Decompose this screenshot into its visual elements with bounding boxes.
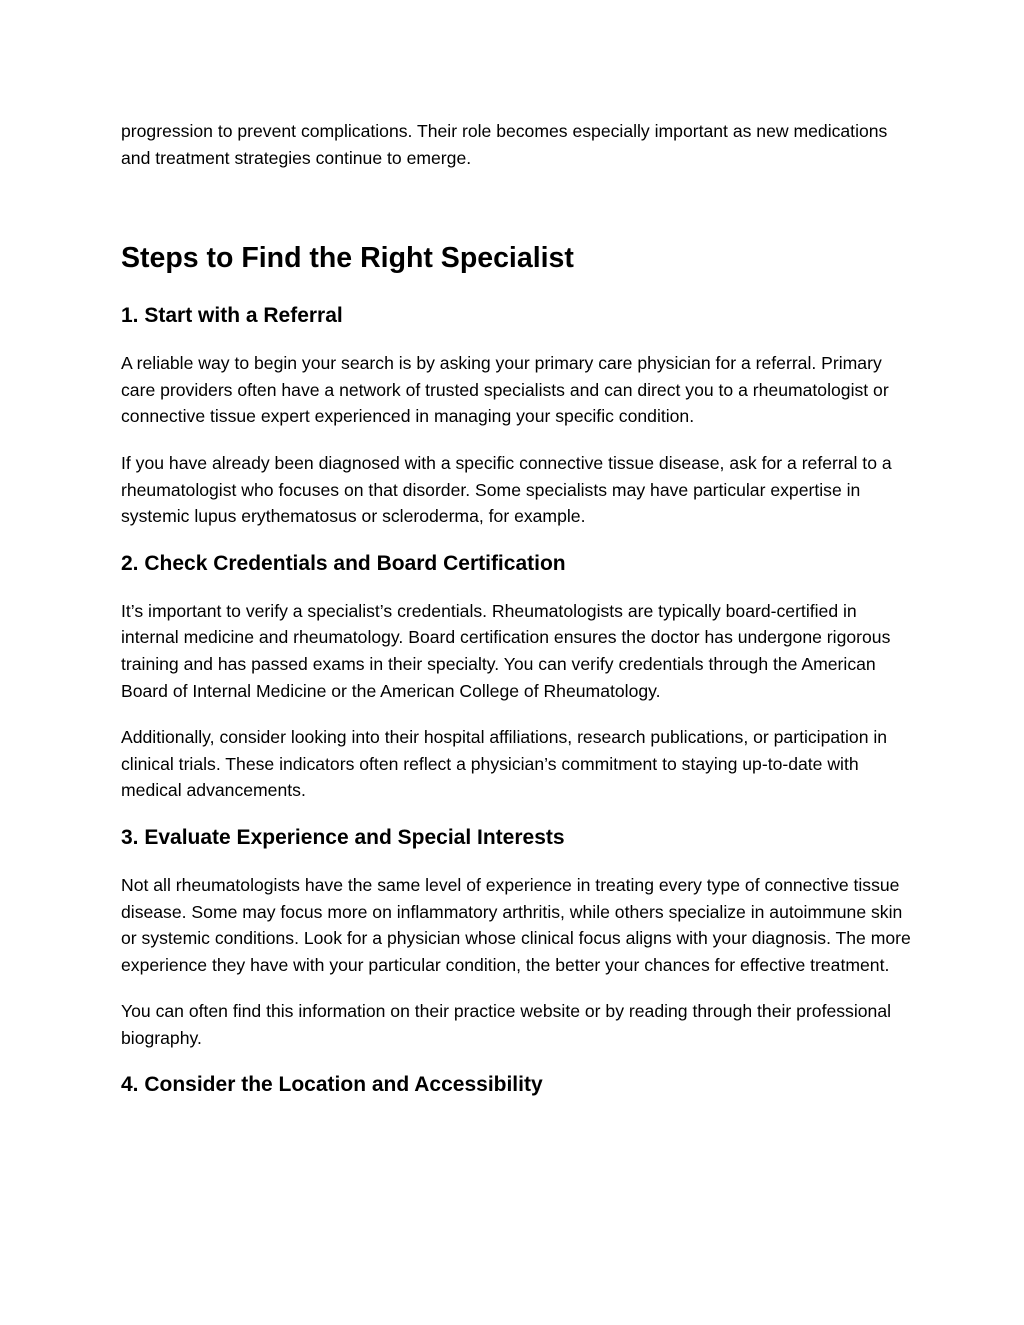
section-heading-credentials: 2. Check Credentials and Board Certification [121,551,566,575]
credentials-paragraph-1: It’s important to verify a specialist’s credentials. Rheumatologists are typically board-certified in internal medicine and rheumatology. Board certification ensures the doctor has undergone rigorous training and has passed exams in their specialty. You can verify credentials through the American Board of Internal Medicine or the American College of Rheumatology. [121,600,891,701]
main-heading: Steps to Find the Right Specialist [121,242,574,275]
referral-paragraph-1: A reliable way to begin your search is by asking your primary care physician for a referral. Primary care providers often have a network of trusted specialists and can direct you to a rheumatologist or connective tissue expert experienced in managing your specific condition. [121,353,889,427]
section-heading-location: 4. Consider the Location and Accessibility [121,1073,543,1097]
experience-paragraph-1: Not all rheumatologists have the same level of experience in treating every type of connective tissue disease. Some may focus more on inflammatory arthritis, while others specialize in autoimmune skin or systemic conditions. Look for a physician whose clinical focus aligns with your diagnosis. The more experience they have with your particular condition, the better your chances for effective treatment. [121,874,911,975]
experience-paragraph-2: You can often find this information on their practice website or by reading through their professional biography. [121,1001,892,1048]
section-heading-experience: 3. Evaluate Experience and Special Interests [121,825,565,849]
credentials-paragraph-2: Additionally, consider looking into their hospital affiliations, research publications, or participation in clinical trials. These indicators often reflect a physician’s commitment to staying up-to-date with medical advancements. [121,727,888,801]
section-heading-referral: 1. Start with a Referral [121,304,343,328]
referral-paragraph-2: If you have already been diagnosed with a specific connective tissue disease, ask for a referral to a rheumatologist who focuses on that disorder. Some specialists may have particular expertise in systemic lupus erythematosus or scleroderma, for example. [121,452,892,527]
document-page [121,118,911,1119]
intro-paragraph: progression to prevent complications. Their role becomes especially important as new medications and treatment strategies continue to emerge. [121,121,888,168]
